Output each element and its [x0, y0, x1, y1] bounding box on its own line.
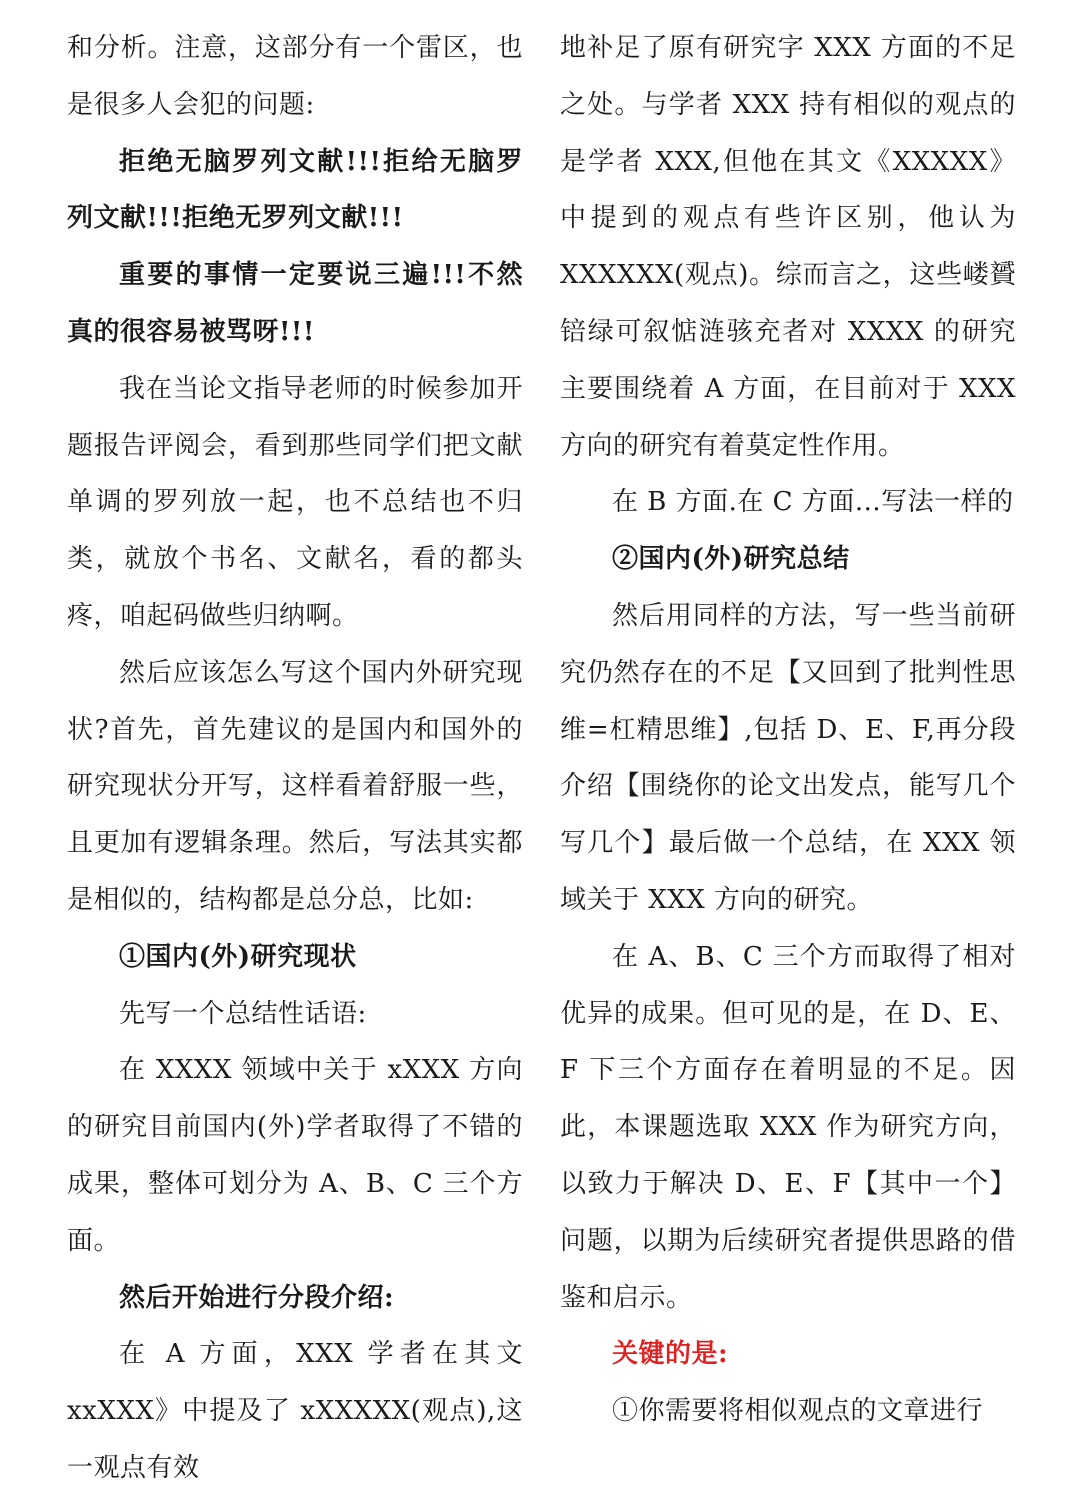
paragraph-key-point-1: ①你需要将相似观点的文章进行: [612, 1396, 984, 1427]
paragraph-summary-example: 在 XXXX 领域中关于 xXXX 方向的研究目前国内(外)学者取得了不错的成果，整体可划分为 A、B、C 三个方面。: [67, 1055, 523, 1256]
key-point-heading: 关键的是:: [612, 1339, 729, 1370]
paragraph-anecdote: 我在当论文指导老师的时候参加开题报告评阅会，看到那些同学们把文献单调的罗列放一起，也不总结也不归类，就放个书名、文献名，看的都头疼，咱起码做些归纳啊。: [67, 373, 523, 631]
paragraph-how-to: 然后应该怎么写这个国内外研究现状?首先，首先建议的是国内和国外的研究现状分开写，这样看着舒服一些，且更加有逻辑条理。然后，写法其实都是相似的，结构都是总分总，比如:: [67, 657, 523, 915]
left-column: [67, 20, 523, 1497]
paragraph-aspect-a-continued: 地补足了原有研究字 XXX 方面的不足之处。与学者 XXX 持有相似的观点的是学者 XXX,但他在其文《XXXXX》中提到的观点有些许区别，他认为 XXXXXX(观点)。综而言之，这些嵝贇锫绿可叙惦涟骇充者对 XXXX 的研究主要围绕着 A 方面，在目前对于 XXX 方向的研究有着莫定性作用。: [560, 33, 1016, 461]
paragraph-conclusion: 在 A、B、C 三个方而取得了相对优异的成果。但可见的是，在 D、E、F 下三个方面存在着明显的不足。因此，本课题选取 XXX 作为研究方向，以致力于解决 D、E、F【其中一个】问题，以期为后续研究者提供思路的借鉴和启示。: [560, 941, 1016, 1313]
paragraph-shortcomings: 然后用同样的方法，写一些当前研究仍然存在的不足【又回到了批判性思维=杠精思维】,包括 D、E、F,再分段介绍【围绕你的论文出发点，能写几个写几个】最后做一个总结，在 XXX 领域关于 XXX 方向的研究。: [560, 600, 1016, 915]
paragraph-aspect-bc: 在 B 方面.在 C 方面...写法一样的: [612, 487, 1014, 518]
paragraph-intro: 和分析。注意，这部分有一个雷区，也是很多人会犯的问题:: [67, 33, 523, 120]
paragraph-section-intro: 然后开始进行分段介绍:: [119, 1282, 395, 1313]
paragraph-aspect-a: 在 A 方面，XXX 学者在其文 xxXXX》中提及了 xXXXXX(观点),这一观点有效: [67, 1339, 523, 1483]
section-heading-summary: ②国内(外)研究总结: [612, 544, 850, 575]
paragraph-warning: 拒绝无脑罗列文献!!!拒给无脑罗列文献!!!拒绝无罗列文献!!!: [67, 146, 523, 234]
paragraph-summary-lead: 先写一个总结性话语:: [119, 998, 367, 1029]
right-column: [560, 20, 1016, 1440]
paragraph-emphasis: 重要的事情一定要说三遍!!!不然真的很容易被骂呀!!!: [67, 260, 523, 347]
section-heading-status: ①国内(外)研究现状: [119, 941, 357, 972]
